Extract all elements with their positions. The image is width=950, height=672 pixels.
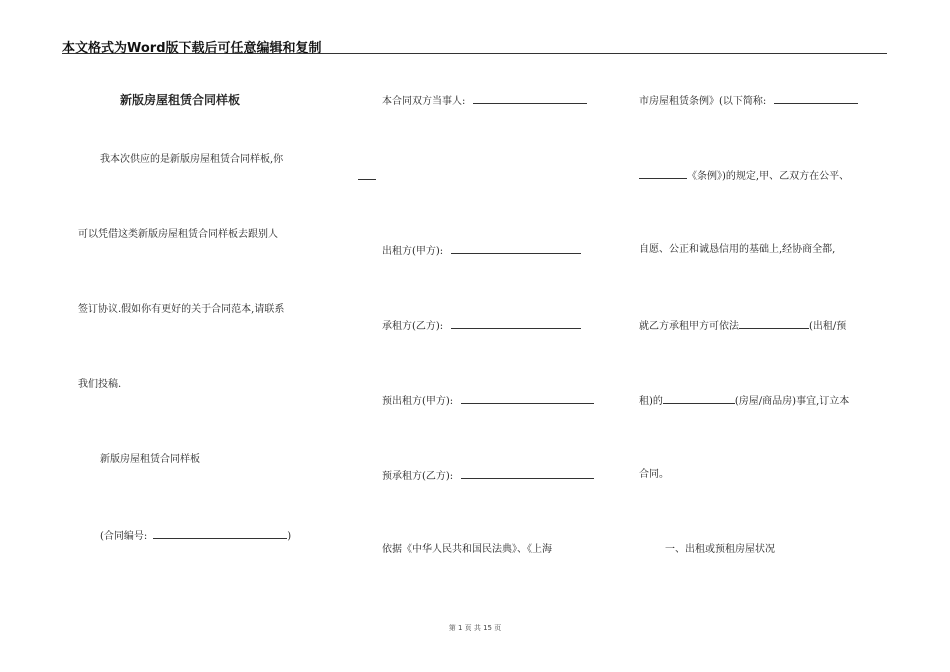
property-type-text: 租)的: [639, 396, 663, 407]
document-header: 本文格式为Word版下载后可任意编辑和复制: [62, 41, 322, 56]
lease-type-text: 就乙方承租甲方可依法: [639, 321, 739, 332]
lessor-line: [382, 244, 581, 258]
intro-line-4: 我们投稿.: [78, 379, 122, 390]
lessee-label: 承租方(乙方):: [382, 321, 444, 332]
contract-end-line: 合同。: [639, 469, 669, 480]
regulation-line: [639, 94, 858, 108]
intro-line-3: 签订协议.假如你有更好的关于合同范本,请联系: [78, 304, 285, 315]
lessor-label: 出租方(甲方):: [382, 246, 444, 257]
header-divider: [62, 53, 887, 54]
lessee-line: [382, 319, 581, 333]
lease-type-line: [639, 319, 846, 333]
property-type-blank[interactable]: [663, 394, 735, 404]
principle-line: 自愿、公正和诚恳信用的基础上,经协商全都,: [639, 244, 836, 255]
basis-line: 依据《中华人民共和国民法典》、《上海: [382, 544, 552, 555]
parties-blank-cont[interactable]: [358, 170, 376, 180]
intro-line-1: 我本次供应的是新版房屋租赁合同样板,你: [100, 154, 284, 165]
page-number: 第 1 页 共 15 页: [448, 624, 502, 632]
parties-label: 本合同双方当事人:: [382, 96, 466, 107]
lessor-blank[interactable]: [451, 244, 581, 254]
contract-number-close: ): [287, 531, 292, 542]
property-type-line: [639, 394, 849, 408]
pre-lessee-blank[interactable]: [461, 469, 594, 479]
pre-lessor-line: [382, 394, 594, 408]
lease-type-options: (出租/预: [809, 321, 847, 332]
regulation-ref-blank[interactable]: [639, 169, 687, 179]
abbreviation-blank[interactable]: [774, 94, 858, 104]
regulation-text: 市房屋租赁条例》(以下简称:: [639, 96, 767, 107]
subtitle: 新版房屋租赁合同样板: [100, 454, 200, 465]
regulation-ref-line: [639, 169, 849, 183]
lease-type-blank[interactable]: [739, 319, 809, 329]
parties-blank[interactable]: [473, 94, 587, 104]
property-type-options: (房屋/商品房)事宜,订立本: [734, 396, 850, 407]
contract-number-line: [100, 529, 291, 543]
contract-number-blank[interactable]: [153, 529, 287, 539]
pre-lessee-label: 预承租方(乙方):: [382, 471, 454, 482]
section-heading: 一、出租或预租房屋状况: [665, 544, 775, 555]
regulation-ref-text: 《条例》)的规定,甲、乙双方在公平、: [687, 171, 850, 182]
continuation-blank: [358, 170, 376, 184]
pre-lessor-blank[interactable]: [461, 394, 594, 404]
lessee-blank[interactable]: [451, 319, 581, 329]
pre-lessor-label: 预出租方(甲方):: [382, 396, 454, 407]
parties-line: [382, 94, 587, 108]
pre-lessee-line: [382, 469, 594, 483]
doc-title: 新版房屋租赁合同样板: [120, 93, 241, 107]
contract-number-label: (合同编号:: [100, 531, 148, 542]
intro-line-2: 可以凭借这类新版房屋租赁合同样板去跟别人: [78, 229, 278, 240]
